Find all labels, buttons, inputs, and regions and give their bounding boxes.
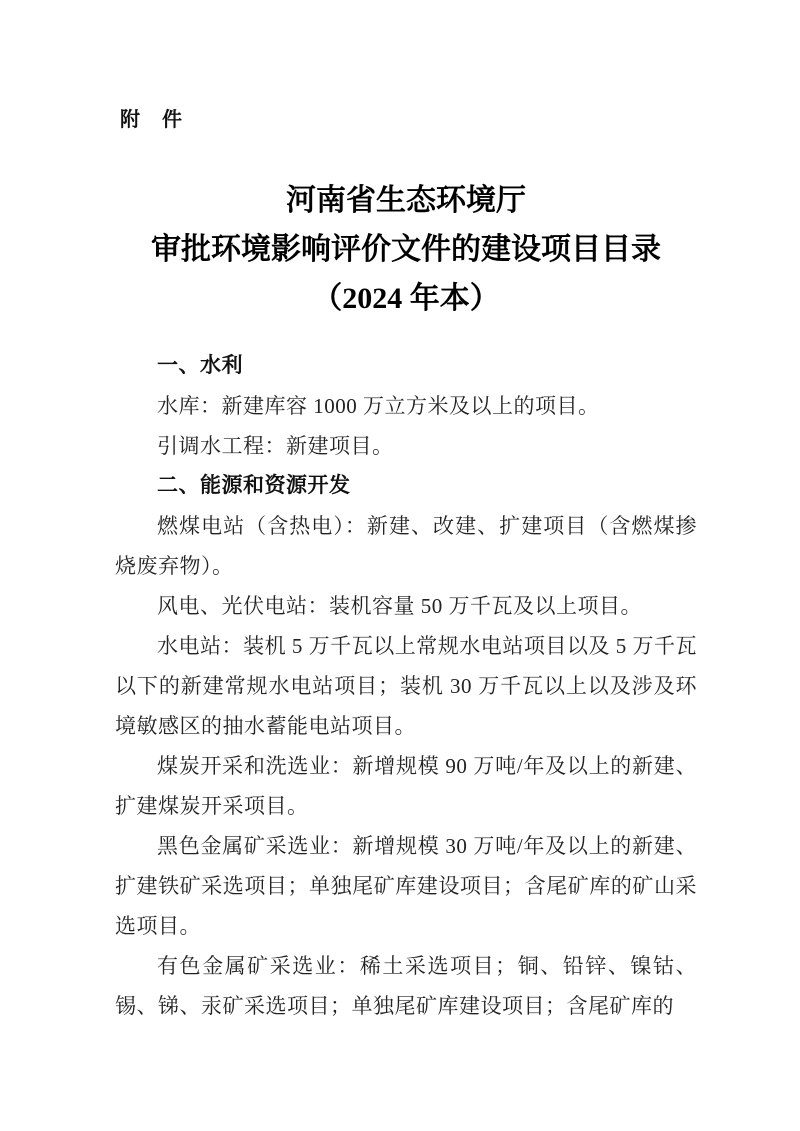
paragraph-water-diversion: 引调水工程：新建项目。: [157, 434, 394, 458]
title-line-1: 河南省生态环境厅: [286, 184, 526, 217]
paragraph-reservoir: 水库：新建库容 1000 万立方米及以上的项目。: [157, 394, 600, 418]
title-line-3: （2024 年本）: [312, 282, 500, 315]
section-heading-water: 一、水利: [157, 354, 243, 377]
paragraph-ferrous-metal-mining: 黑色金属矿采选业：新增规模 30 万吨/年及以上的新建、扩建铁矿采选项目；单独尾矿库建设项目；含尾矿库的矿山采选项目。: [115, 834, 697, 938]
document-body: [115, 346, 697, 1026]
paragraph-coal-mining: 煤炭开采和洗选业：新增规模 90 万吨/年及以上的新建、扩建煤炭开采项目。: [115, 754, 697, 818]
section-heading-energy-resources: 二、能源和资源开发: [157, 474, 351, 497]
attachment-label: 附 件: [120, 109, 183, 131]
title-line-2: 审批环境影响评价文件的建设项目目录: [151, 233, 661, 266]
paragraph-coal-power: 燃煤电站（含热电）：新建、改建、扩建项目（含燃煤掺烧废弃物）。: [115, 514, 697, 578]
paragraph-nonferrous-metal-mining: 有色金属矿采选业：稀土采选项目；铜、铅锌、镍钴、锡、锑、汞矿采选项目；单独尾矿库建设项目；含尾矿库的: [115, 954, 697, 1018]
paragraph-hydropower: 水电站：装机 5 万千瓦以上常规水电站项目以及 5 万千瓦以下的新建常规水电站项目；装机 30 万千瓦以上以及涉及环境敏感区的抽水蓄能电站项目。: [115, 634, 697, 738]
paragraph-wind-solar: 风电、光伏电站：装机容量 50 万千瓦及以上项目。: [157, 594, 642, 618]
document-title: [115, 176, 697, 323]
